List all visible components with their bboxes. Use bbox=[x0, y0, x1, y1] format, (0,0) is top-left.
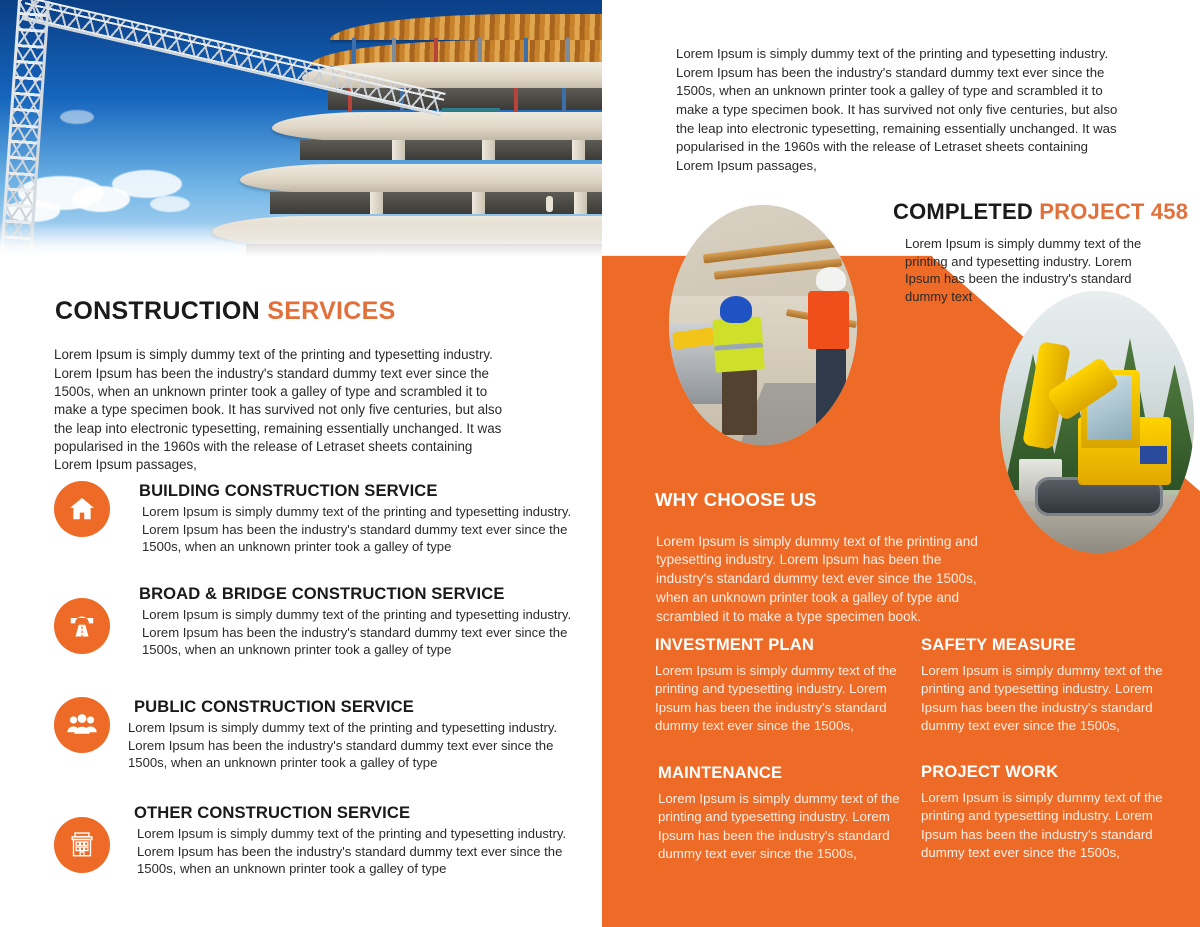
worker-legs bbox=[816, 347, 846, 426]
quadrant-title: INVESTMENT PLAN bbox=[655, 635, 814, 654]
section-title-accent: SERVICES bbox=[267, 297, 396, 325]
quadrant-description: Lorem Ipsum is simply dummy text of the printing and typesetting industry. Lorem Ipsum has been the industry's standard dummy text ever since the 1500s, bbox=[921, 790, 1163, 861]
excavator-decal bbox=[1140, 446, 1167, 464]
timber-formwork bbox=[330, 14, 602, 40]
workers-photo-circle bbox=[669, 205, 857, 445]
service-icon-badge bbox=[54, 697, 110, 753]
service-text-block bbox=[128, 697, 599, 772]
service-icon-badge bbox=[54, 817, 110, 873]
floor-slab bbox=[272, 112, 602, 142]
service-description: Lorem Ipsum is simply dummy text of the printing and typesetting industry. Lorem Ipsum has been the industry's standard dummy text ever since the 1500s, when an unknown printer took a galley of type bbox=[142, 607, 572, 658]
cloud-shape bbox=[60, 110, 94, 124]
horizon-haze bbox=[0, 222, 602, 256]
service-description: Lorem Ipsum is simply dummy text of the printing and typesetting industry. Lorem Ipsum has been the industry's standard dummy text ever since the 1500s, when an unknown printer took a galley of type bbox=[142, 504, 572, 555]
service-item-public[interactable] bbox=[54, 697, 599, 772]
excavator-photo-circle bbox=[1000, 291, 1194, 553]
service-item-building[interactable] bbox=[54, 481, 599, 556]
why-choose-us-paragraph: Lorem Ipsum is simply dummy text of the printing and typesetting industry. Lorem Ipsum has been the industry's standard dummy text ever since the 1500s, when an unknown printer took a galley of type and scrambled it to make a type specimen book. bbox=[656, 533, 978, 624]
page-title bbox=[55, 297, 396, 326]
blue-hard-hat bbox=[720, 296, 752, 322]
worker-hi-vis-vest bbox=[808, 291, 849, 349]
completed-project-heading bbox=[893, 199, 1188, 225]
shoring-prop bbox=[514, 88, 518, 112]
bridge-road-icon bbox=[67, 611, 97, 641]
quadrant-safety-measure bbox=[921, 635, 1171, 736]
completed-title-dark: COMPLETED bbox=[893, 199, 1033, 224]
people-group-icon bbox=[66, 709, 98, 741]
quadrant-description: Lorem Ipsum is simply dummy text of the printing and typesetting industry. Lorem Ipsum has been the industry's standard dummy text ever since the 1500s, bbox=[655, 663, 897, 734]
quadrant-description: Lorem Ipsum is simply dummy text of the printing and typesetting industry. Lorem Ipsum has been the industry's standard dummy text ever since the 1500s, bbox=[921, 663, 1163, 734]
completed-project-paragraph: Lorem Ipsum is simply dummy text of the printing and typesetting industry. Lorem Ipsum has been the industry's standard dummy text bbox=[905, 236, 1142, 304]
quadrant-investment-plan bbox=[655, 635, 905, 736]
intro-paragraph: Lorem Ipsum is simply dummy text of the printing and typesetting industry. Lorem Ipsum has been the industry's standard dummy text ever since the 1500s, when an unknown printer took a galley of type and scrambled it to make a type specimen book. It has survived not only five centuries, but also the leap into electronic typesetting, remaining essentially unchanged. It was popularised in the 1960s with the release of Letraset sheets containing Lorem Ipsum passages, bbox=[676, 46, 1118, 173]
service-title: BUILDING CONSTRUCTION SERVICE bbox=[139, 481, 438, 500]
service-text-block bbox=[134, 803, 599, 878]
floor-slab bbox=[240, 164, 602, 194]
completed-title-accent: PROJECT 458 bbox=[1039, 199, 1189, 224]
column bbox=[370, 192, 383, 214]
service-title: BROAD & BRIDGE CONSTRUCTION SERVICE bbox=[139, 584, 505, 603]
worker-legs bbox=[722, 368, 758, 435]
service-item-other[interactable] bbox=[54, 803, 599, 878]
service-description: Lorem Ipsum is simply dummy text of the printing and typesetting industry. Lorem Ipsum has been the industry's standard dummy text ever since the 1500s, when an unknown printer took a galley of type bbox=[137, 826, 567, 877]
quadrant-title: PROJECT WORK bbox=[921, 762, 1059, 781]
hotel-building-icon bbox=[67, 830, 97, 860]
service-title: PUBLIC CONSTRUCTION SERVICE bbox=[134, 697, 414, 716]
quadrant-description: Lorem Ipsum is simply dummy text of the printing and typesetting industry. Lorem Ipsum has been the industry's standard dummy text ever since the 1500s, bbox=[658, 791, 900, 862]
service-icon-badge bbox=[54, 481, 110, 537]
quadrant-project-work bbox=[921, 762, 1171, 863]
hero-construction-photo bbox=[0, 0, 602, 256]
column bbox=[392, 140, 405, 160]
shoring-prop bbox=[562, 88, 566, 112]
column bbox=[572, 140, 585, 160]
section-title-dark: CONSTRUCTION bbox=[55, 297, 260, 325]
service-text-block bbox=[139, 584, 599, 659]
services-intro-paragraph: Lorem Ipsum is simply dummy text of the printing and typesetting industry. Lorem Ipsum has been the industry's standard dummy text ever since the 1500s, when an unknown printer took a galley of type and scrambled it to make a type specimen book. It has survived not only five centuries, but also the leap into electronic typesetting, remaining essentially unchanged. It was popularised in the 1960s with the release of Letraset sheets containing Lorem Ipsum passages, bbox=[54, 347, 503, 473]
quadrant-title: SAFETY MEASURE bbox=[921, 635, 1076, 654]
service-description: Lorem Ipsum is simply dummy text of the printing and typesetting industry. Lorem Ipsum has been the industry's standard dummy text ever since the 1500s, when an unknown printer took a galley of type bbox=[128, 720, 558, 771]
floor-opening bbox=[300, 140, 602, 160]
service-icon-badge bbox=[54, 598, 110, 654]
white-hard-hat bbox=[816, 267, 846, 291]
column bbox=[574, 192, 587, 214]
quadrant-maintenance bbox=[658, 763, 908, 864]
service-title: OTHER CONSTRUCTION SERVICE bbox=[134, 803, 411, 822]
service-item-broad-bridge[interactable] bbox=[54, 584, 599, 659]
column bbox=[482, 140, 495, 160]
worker-figure bbox=[546, 196, 553, 212]
shoring-prop bbox=[352, 38, 356, 66]
quadrant-title: MAINTENANCE bbox=[658, 763, 783, 782]
home-icon bbox=[67, 494, 97, 524]
column bbox=[472, 192, 485, 214]
service-text-block bbox=[139, 481, 599, 556]
why-choose-us-title: WHY CHOOSE US bbox=[655, 489, 817, 510]
